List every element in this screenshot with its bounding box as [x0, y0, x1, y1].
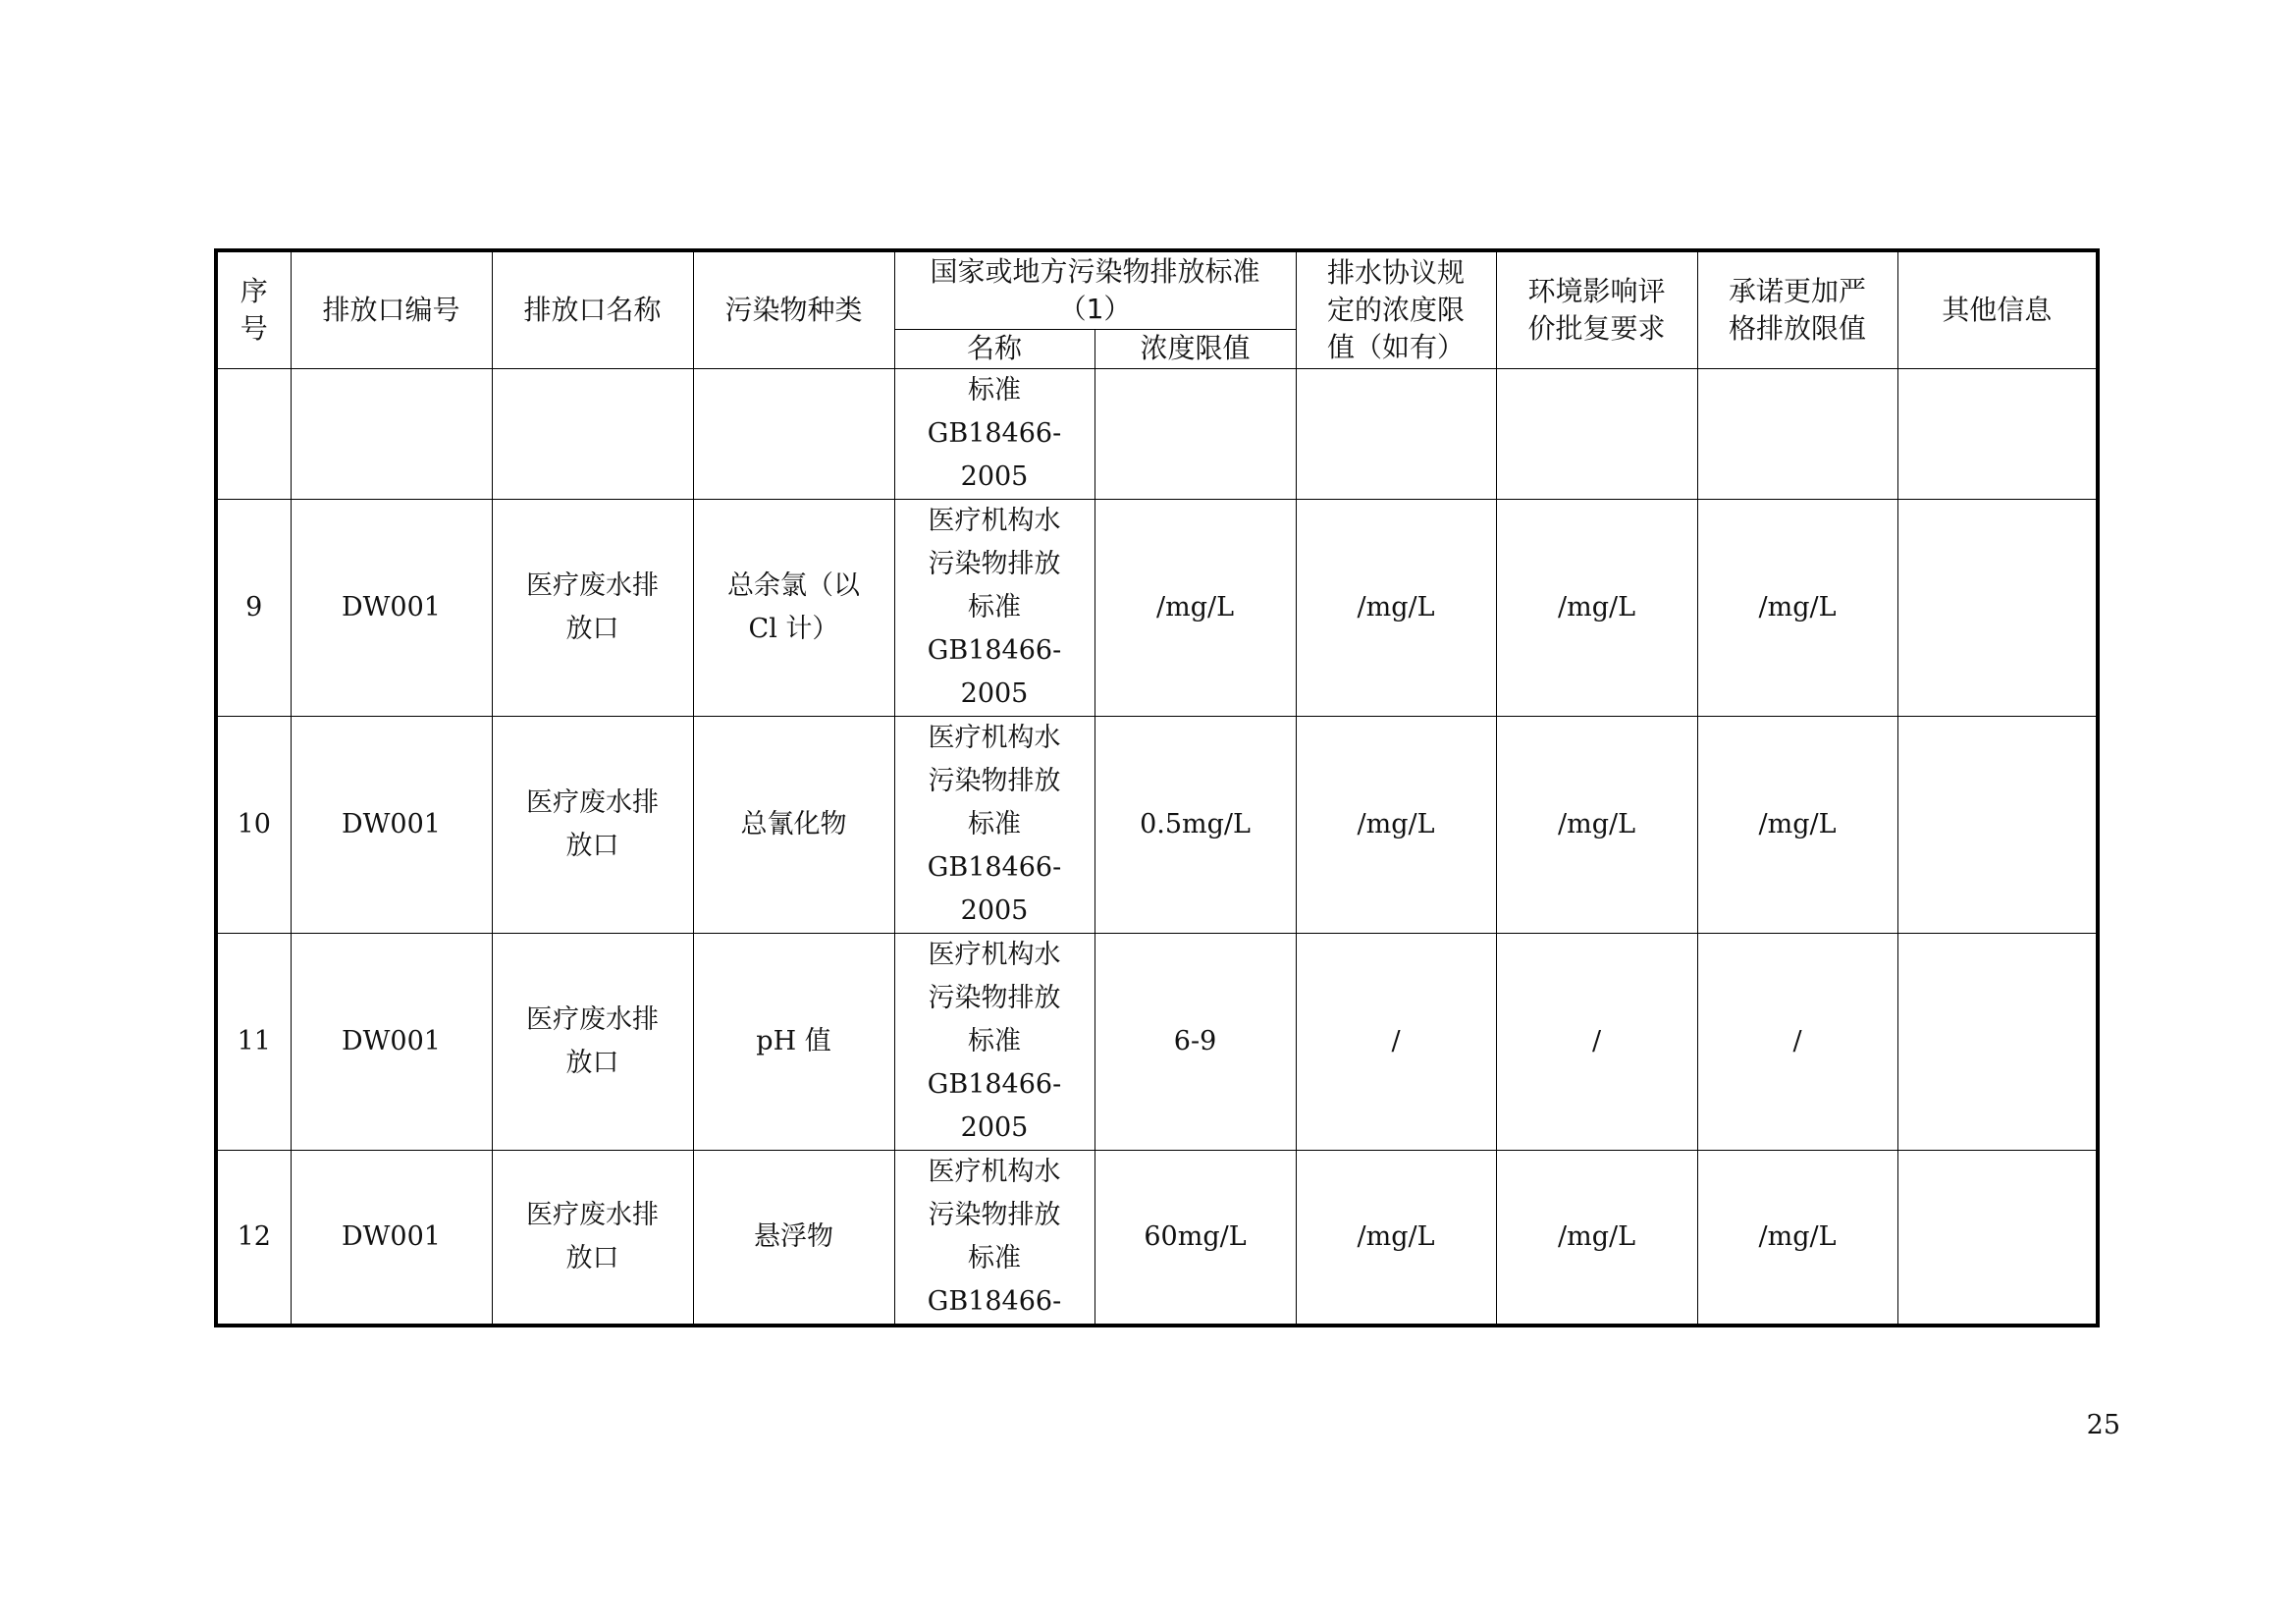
- header-other: 其他信息: [1897, 250, 2098, 368]
- cell-code: DW001: [291, 499, 492, 716]
- cell-limit: 0.5mg/L: [1095, 716, 1296, 933]
- cell-pollutant: 总余氯（以 Cl 计）: [693, 499, 894, 716]
- cell-name: 医疗废水排 放口: [492, 933, 693, 1150]
- cell-pollutant: [693, 368, 894, 499]
- cell-name: 医疗废水排 放口: [492, 499, 693, 716]
- header-agreement: 排水协议规 定的浓度限 值（如有）: [1296, 250, 1496, 368]
- cell-name: 医疗废水排 放口: [492, 1150, 693, 1326]
- header-standard-name: 名称: [894, 329, 1095, 368]
- cell-eia: /mg/L: [1496, 716, 1697, 933]
- cell-eia: /mg/L: [1496, 499, 1697, 716]
- header-outlet-code: 排放口编号: [291, 250, 492, 368]
- emission-standards-table: [214, 248, 2100, 1327]
- page-number: 25: [2086, 1410, 2120, 1440]
- cell-other: [1897, 933, 2098, 1150]
- cell-eia: /: [1496, 933, 1697, 1150]
- cell-pollutant: 悬浮物: [693, 1150, 894, 1326]
- cell-limit: 60mg/L: [1095, 1150, 1296, 1326]
- cell-pollutant: 总氰化物: [693, 716, 894, 933]
- cell-limit: /mg/L: [1095, 499, 1296, 716]
- cell-index: [216, 368, 291, 499]
- cell-standard-name: 医疗机构水 污染物排放 标准 GB18466-: [894, 1150, 1095, 1326]
- cell-index: 11: [216, 933, 291, 1150]
- cell-limit: 6-9: [1095, 933, 1296, 1150]
- cell-eia: [1496, 368, 1697, 499]
- cell-standard-name: 标准 GB18466- 2005: [894, 368, 1095, 499]
- cell-index: 10: [216, 716, 291, 933]
- header-stricter: 承诺更加严 格排放限值: [1697, 250, 1897, 368]
- header-standard-limit: 浓度限值: [1095, 329, 1296, 368]
- table-row: [216, 1150, 2098, 1326]
- cell-other: [1897, 716, 2098, 933]
- cell-eia: /mg/L: [1496, 1150, 1697, 1326]
- cell-name: [492, 368, 693, 499]
- cell-agreement: /mg/L: [1296, 499, 1496, 716]
- cell-limit: [1095, 368, 1296, 499]
- header-pollutant: 污染物种类: [693, 250, 894, 368]
- cell-stricter: /mg/L: [1697, 1150, 1897, 1326]
- header-eia: 环境影响评 价批复要求: [1496, 250, 1697, 368]
- cell-other: [1897, 368, 2098, 499]
- cell-standard-name: 医疗机构水 污染物排放 标准 GB18466- 2005: [894, 716, 1095, 933]
- cell-code: DW001: [291, 933, 492, 1150]
- cell-agreement: /mg/L: [1296, 1150, 1496, 1326]
- cell-code: DW001: [291, 716, 492, 933]
- table-row: [216, 499, 2098, 716]
- header-index: 序 号: [216, 250, 291, 368]
- header-standard-group: 国家或地方污染物排放标准 （1）: [894, 250, 1296, 329]
- table-row: [216, 716, 2098, 933]
- table-row: [216, 933, 2098, 1150]
- cell-code: DW001: [291, 1150, 492, 1326]
- cell-standard-name: 医疗机构水 污染物排放 标准 GB18466- 2005: [894, 933, 1095, 1150]
- cell-index: 9: [216, 499, 291, 716]
- cell-name: 医疗废水排 放口: [492, 716, 693, 933]
- cell-index: 12: [216, 1150, 291, 1326]
- header-outlet-name: 排放口名称: [492, 250, 693, 368]
- cell-stricter: [1697, 368, 1897, 499]
- cell-standard-name: 医疗机构水 污染物排放 标准 GB18466- 2005: [894, 499, 1095, 716]
- cell-stricter: /: [1697, 933, 1897, 1150]
- cell-stricter: /mg/L: [1697, 499, 1897, 716]
- cell-agreement: /: [1296, 933, 1496, 1150]
- cell-agreement: [1296, 368, 1496, 499]
- cell-pollutant: pH 值: [693, 933, 894, 1150]
- table-row: [216, 368, 2098, 499]
- cell-other: [1897, 499, 2098, 716]
- cell-agreement: /mg/L: [1296, 716, 1496, 933]
- cell-stricter: /mg/L: [1697, 716, 1897, 933]
- cell-code: [291, 368, 492, 499]
- cell-other: [1897, 1150, 2098, 1326]
